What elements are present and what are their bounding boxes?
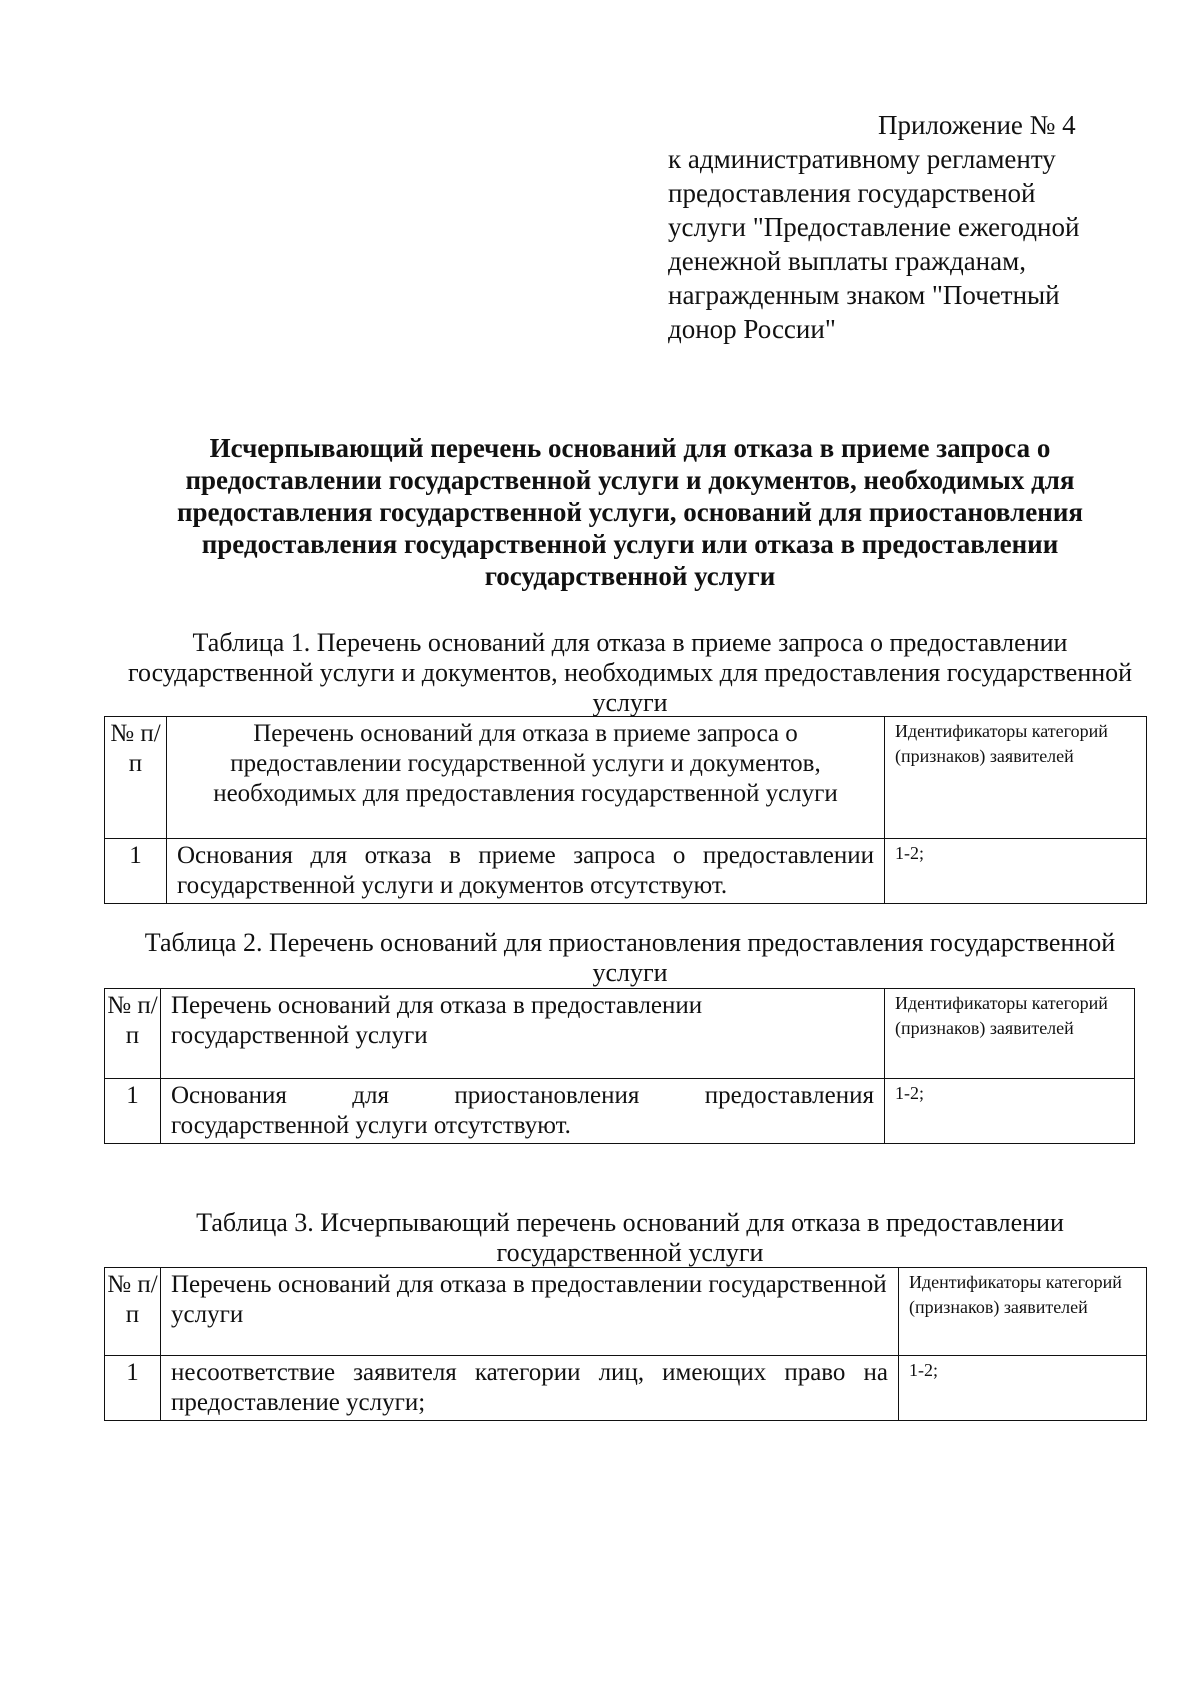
table-row	[105, 839, 1147, 904]
appendix-number: Приложение № 4	[878, 110, 1076, 140]
row-identifiers: 1-2;	[885, 1079, 1135, 1144]
appendix-line: услуги "Предоставление ежегодной	[668, 212, 1080, 242]
row-identifiers: 1-2;	[885, 839, 1147, 904]
row-identifiers: 1-2;	[899, 1356, 1147, 1421]
table-3-caption	[100, 1208, 1160, 1268]
caption-line: Таблица 3. Исчерпывающий перечень оснований для отказа в предоставлении	[196, 1208, 1064, 1237]
table-row	[105, 1356, 1147, 1421]
header-number: № п/п	[105, 989, 161, 1079]
row-reason-line: государственной услуги отсутствуют.	[171, 1112, 571, 1139]
table-header-row	[105, 1268, 1147, 1356]
row-number: 1	[105, 1356, 161, 1421]
table-header-row	[105, 717, 1147, 839]
heading-line: Исчерпывающий перечень оснований для отказа в приеме запроса о	[209, 433, 1051, 463]
appendix-block	[668, 108, 1138, 346]
header-number: № п/п	[105, 717, 167, 839]
document-heading	[140, 432, 1120, 592]
table-2	[104, 988, 1135, 1144]
appendix-line: донор России"	[668, 314, 836, 344]
heading-line: предоставления государственной услуги или отказа в предоставлении	[201, 529, 1059, 559]
caption-line: услуги	[592, 958, 668, 987]
row-reason	[161, 1079, 885, 1144]
header-number: № п/п	[105, 1268, 161, 1356]
row-number: 1	[105, 1079, 161, 1144]
header-reason: Перечень оснований для отказа в приеме запроса о предоставлении государственной услуги и документов, необходимых для предоставления государственной услуги	[167, 717, 885, 839]
table-header-row	[105, 989, 1135, 1079]
appendix-line: награжденным знаком "Почетный	[668, 280, 1060, 310]
row-reason-line: Основания для приостановления предоставления	[171, 1082, 874, 1109]
appendix-line: денежной выплаты гражданам,	[668, 246, 1026, 276]
heading-line: государственной услуги	[484, 561, 776, 591]
table-1-caption	[100, 628, 1160, 718]
header-identifiers: Идентификаторы категорий (признаков) заявителей	[899, 1268, 1147, 1356]
caption-line: услуги	[592, 688, 668, 717]
heading-line: предоставления государственной услуги, оснований для приостановления	[176, 497, 1083, 527]
table-3	[104, 1267, 1147, 1421]
row-number: 1	[105, 839, 167, 904]
heading-line: предоставлении государственной услуги и документов, необходимых для	[185, 465, 1075, 495]
header-identifiers: Идентификаторы категорий (признаков) заявителей	[885, 717, 1147, 839]
caption-line: государственной услуги и документов, необходимых для предоставления государственной	[127, 658, 1133, 687]
header-identifiers: Идентификаторы категорий (признаков) заявителей	[885, 989, 1135, 1079]
caption-line: Таблица 2. Перечень оснований для приостановления предоставления государственной	[144, 928, 1116, 957]
appendix-line: к административному регламенту	[668, 144, 1056, 174]
row-reason: Основания для отказа в приеме запроса о предоставлении государственной услуги и документов отсутствуют.	[167, 839, 885, 904]
table-2-caption	[100, 928, 1160, 988]
header-reason: Перечень оснований для отказа в предоставлении государственной услуги	[161, 989, 885, 1079]
table-row	[105, 1079, 1135, 1144]
caption-line: Таблица 1. Перечень оснований для отказа в приеме запроса о предоставлении	[192, 628, 1068, 657]
row-reason: несоответствие заявителя категории лиц, имеющих право на предоставление услуги;	[161, 1356, 899, 1421]
caption-line: государственной услуги	[496, 1238, 764, 1267]
header-reason: Перечень оснований для отказа в предоставлении государственной услуги	[161, 1268, 899, 1356]
table-1	[104, 716, 1147, 904]
appendix-line: предоставления государственой	[668, 178, 1036, 208]
